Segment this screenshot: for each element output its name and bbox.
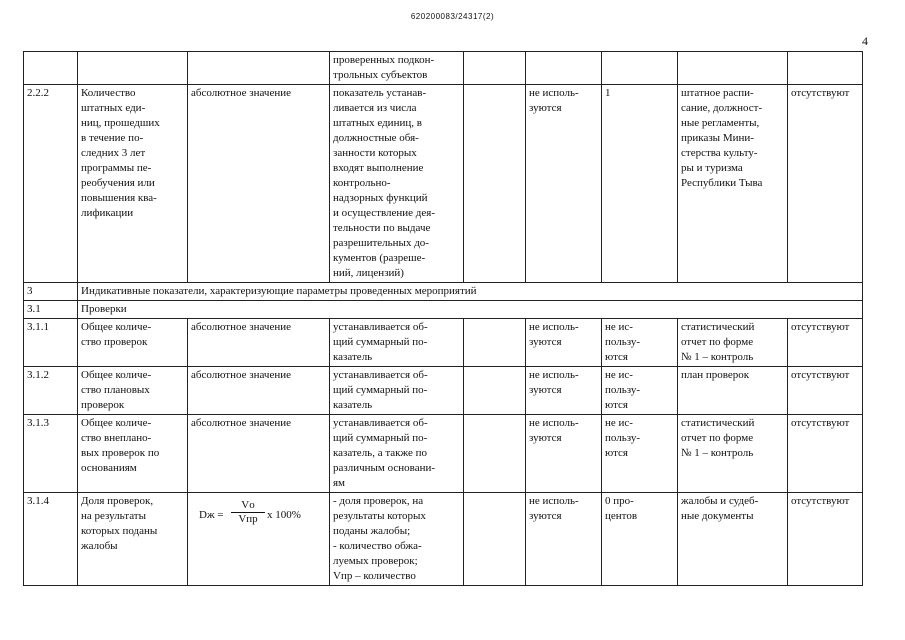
text-line: зуются	[529, 336, 562, 348]
col9-cell: отсутствуют	[788, 85, 863, 283]
table-row	[24, 301, 863, 319]
text-line: № 1 – контроль	[681, 447, 754, 459]
text-line: штатное распи-	[681, 87, 754, 99]
text-line: не исполь-	[529, 87, 579, 99]
text-line: тельности по выдаче	[333, 222, 431, 234]
method-cell	[330, 319, 464, 367]
text-line: пользу-	[605, 336, 641, 348]
text-line: 0 про-	[605, 495, 634, 507]
text-line: ний, лицензий)	[333, 267, 404, 279]
method-cell	[330, 85, 464, 283]
text-line: устанавливается об-	[333, 417, 428, 429]
text-line: зуются	[529, 510, 562, 522]
formula-rhs: x 100%	[267, 509, 301, 521]
table-row	[24, 367, 863, 415]
text-line: щий суммарный по-	[333, 384, 428, 396]
indicator-name	[78, 367, 188, 415]
text-line: зуются	[529, 102, 562, 114]
text-line: стерства культу-	[681, 147, 758, 159]
table-row	[24, 283, 863, 301]
table-row	[24, 415, 863, 493]
text-line: центов	[605, 510, 638, 522]
text-line: жалобы и судеб-	[681, 495, 759, 507]
method-cell	[330, 415, 464, 493]
method-cell	[330, 493, 464, 586]
text-line: отчет по форме	[681, 336, 754, 348]
formula-lhs: Dж =	[199, 509, 224, 521]
text-line: щий суммарный по-	[333, 336, 428, 348]
table-row	[24, 52, 863, 85]
source-cell	[678, 319, 788, 367]
col7-cell	[602, 319, 678, 367]
text-line: Общее количе-	[81, 369, 152, 381]
row-number: 3	[24, 283, 78, 301]
text-line: контрольно-	[333, 177, 391, 189]
indicator-name	[78, 415, 188, 493]
source-cell	[678, 415, 788, 493]
text-line: зуются	[529, 384, 562, 396]
row-number: 3.1	[24, 301, 78, 319]
text-line: ливается из числа	[333, 102, 417, 114]
text-line: казатель, а также по	[333, 447, 427, 459]
unit-cell: абсолютное значение	[188, 415, 330, 493]
text-line: пользу-	[605, 432, 641, 444]
row-number: 3.1.4	[24, 493, 78, 586]
text-line: входят выполнение	[333, 162, 424, 174]
unit-cell: абсолютное значение	[188, 367, 330, 415]
row-number: 3.1.1	[24, 319, 78, 367]
text-line: поданы жалобы;	[333, 525, 411, 537]
text-line: не ис-	[605, 417, 633, 429]
source-cell	[678, 367, 788, 415]
text-line: Доля проверок,	[81, 495, 154, 507]
text-line: лификации	[81, 207, 134, 219]
indicators-table	[23, 51, 863, 586]
text-line: отчет по форме	[681, 432, 754, 444]
text-line: кументов (разреше-	[333, 252, 426, 264]
text-line: основаниям	[81, 462, 137, 474]
text-line: штатных еди-	[81, 102, 146, 114]
col6-cell	[526, 493, 602, 586]
text-line: на результаты	[81, 510, 146, 522]
row-number: 3.1.2	[24, 367, 78, 415]
text-line: статистический	[681, 417, 755, 429]
text-line: проверенных подкон-	[333, 54, 435, 66]
text-line: в течение по-	[81, 132, 144, 144]
table-row	[24, 85, 863, 283]
text-line: сание, должност-	[681, 102, 763, 114]
text-line: занности которых	[333, 147, 417, 159]
text-line: Количество	[81, 87, 136, 99]
text-line: Vпр – количество	[333, 570, 416, 582]
text-line: щий суммарный по-	[333, 432, 428, 444]
text-line: не исполь-	[529, 495, 579, 507]
row-number: 3.1.3	[24, 415, 78, 493]
source-cell	[678, 85, 788, 283]
text-line: луемых проверок;	[333, 555, 418, 567]
document-id: 620200083/24317(2)	[410, 12, 495, 21]
page-number: 4	[862, 34, 868, 48]
text-line: ются	[605, 447, 628, 459]
text-line: план проверок	[681, 369, 750, 381]
unit-cell: абсолютное значение	[188, 319, 330, 367]
text-line: повышения ква-	[81, 192, 157, 204]
text-line: и осуществление дея-	[333, 207, 435, 219]
text-line: ям	[333, 477, 346, 489]
indicator-name	[78, 85, 188, 283]
text-line: результаты которых	[333, 510, 426, 522]
text-line: зуются	[529, 432, 562, 444]
text-line: ются	[605, 399, 628, 411]
table-row	[24, 493, 863, 586]
formula-denominator: Vпр	[238, 513, 258, 525]
text-line: трольных субъектов	[333, 69, 428, 81]
text-line: устанавливается об-	[333, 369, 428, 381]
unit-cell: абсолютное значение	[188, 85, 330, 283]
indicator-name	[78, 319, 188, 367]
text-line: устанавливается об-	[333, 321, 428, 333]
text-line: показатель устанав-	[333, 87, 427, 99]
col7-cell	[602, 493, 678, 586]
col9-cell: отсутствуют	[788, 319, 863, 367]
formula-numerator: Vо	[231, 499, 265, 513]
col9-cell: отсутствуют	[788, 415, 863, 493]
text-line: жалобы	[81, 540, 118, 552]
text-line: - доля проверок, на	[333, 495, 424, 507]
text-line: пользу-	[605, 384, 641, 396]
text-line: ство проверок	[81, 336, 148, 348]
text-line: Общее количе-	[81, 417, 152, 429]
col9-cell: отсутствуют	[788, 367, 863, 415]
text-line: ные регламенты,	[681, 117, 760, 129]
subsection-title: Проверки	[78, 301, 863, 319]
col7-cell	[602, 415, 678, 493]
text-line: ры и туризма	[681, 162, 743, 174]
text-line: ные документы	[681, 510, 754, 522]
col6-cell	[526, 367, 602, 415]
text-line: ство внеплано-	[81, 432, 152, 444]
text-line: реобучения или	[81, 177, 155, 189]
text-line: следних 3 лет	[81, 147, 146, 159]
text-line: штатных единиц, в	[333, 117, 422, 129]
text-line: не ис-	[605, 369, 633, 381]
text-line: ство плановых	[81, 384, 150, 396]
col7-cell: 1	[602, 85, 678, 283]
table-row	[24, 319, 863, 367]
text-line: Республики Тыва	[681, 177, 763, 189]
text-line: № 1 – контроль	[681, 351, 754, 363]
text-line: - количество обжа-	[333, 540, 422, 552]
text-line: казатель	[333, 399, 373, 411]
text-line: статистический	[681, 321, 755, 333]
col6-cell	[526, 319, 602, 367]
indicator-name	[78, 493, 188, 586]
source-cell	[678, 493, 788, 586]
col7-cell	[602, 367, 678, 415]
row-number: 2.2.2	[24, 85, 78, 283]
method-cell	[330, 52, 464, 85]
text-line: казатель	[333, 351, 373, 363]
share-formula	[191, 499, 326, 527]
col6-cell	[526, 415, 602, 493]
section-title: Индикативные показатели, характеризующие параметры проведенных мероприятий	[78, 283, 863, 301]
text-line: различным основани-	[333, 462, 436, 474]
formula-cell	[188, 493, 330, 586]
text-line: проверок	[81, 399, 125, 411]
text-line: ются	[605, 351, 628, 363]
text-line: не ис-	[605, 321, 633, 333]
text-line: вых проверок по	[81, 447, 160, 459]
method-cell	[330, 367, 464, 415]
text-line: приказы Мини-	[681, 132, 754, 144]
text-line: надзорных функций	[333, 192, 428, 204]
text-line: не исполь-	[529, 369, 579, 381]
col9-cell: отсутствуют	[788, 493, 863, 586]
formula-fraction	[231, 499, 265, 526]
text-line: должностные обя-	[333, 132, 419, 144]
text-line: Общее количе-	[81, 321, 152, 333]
text-line: разрешительных до-	[333, 237, 429, 249]
text-line: не исполь-	[529, 417, 579, 429]
text-line: которых поданы	[81, 525, 158, 537]
col6-cell	[526, 85, 602, 283]
text-line: не исполь-	[529, 321, 579, 333]
text-line: программы пе-	[81, 162, 152, 174]
text-line: ниц, прошедших	[81, 117, 160, 129]
